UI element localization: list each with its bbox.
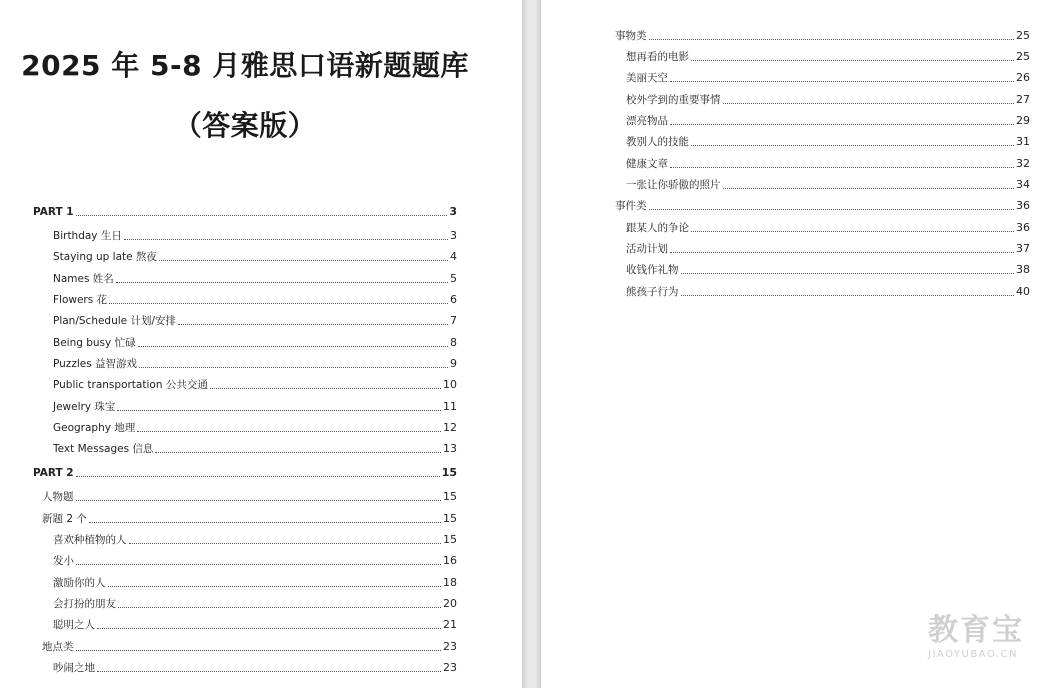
toc-leader-dots: [97, 671, 441, 672]
toc-leader-dots: [670, 167, 1014, 168]
toc-leader-dots: [155, 452, 441, 453]
page-gutter-shadow: [522, 0, 528, 688]
toc-entry[interactable]: [42, 490, 457, 504]
toc-page-number: 16: [443, 554, 457, 567]
toc-page-number: 13: [443, 442, 457, 455]
toc-page-number: 6: [450, 293, 457, 306]
toc-entry[interactable]: [42, 640, 457, 654]
toc-entry-label: PART 1: [33, 206, 74, 218]
toc-leader-dots: [210, 388, 441, 389]
toc-entry[interactable]: [33, 205, 457, 219]
toc-leader-dots: [670, 252, 1014, 253]
toc-leader-dots: [76, 476, 440, 477]
toc-page-number: 25: [1016, 29, 1030, 42]
toc-page-number: 21: [443, 618, 457, 631]
toc-entry[interactable]: [53, 618, 457, 632]
toc-entry-label: 新题 2 个: [42, 513, 87, 525]
toc-entry-label: Names 姓名: [53, 273, 114, 285]
toc-entry[interactable]: [626, 114, 1030, 128]
toc-leader-dots: [89, 522, 441, 523]
toc-leader-dots: [124, 239, 448, 240]
toc-leader-dots: [76, 500, 442, 501]
toc-entry-label: Flowers 花: [53, 294, 108, 306]
document-subtitle: （答案版）: [173, 109, 317, 142]
toc-entry-label: 健康文章: [626, 158, 668, 170]
toc-entry[interactable]: [53, 533, 457, 547]
toc-page-number: 8: [450, 336, 457, 349]
toc-entry[interactable]: [615, 199, 1030, 213]
toc-leader-dots: [117, 410, 441, 411]
toc-leader-dots: [116, 282, 448, 283]
toc-entry[interactable]: [626, 135, 1030, 149]
toc-page-number: 36: [1016, 221, 1030, 234]
toc-entry-label: Birthday 生日: [53, 230, 122, 242]
toc-entry-label: 校外学到的重要事情: [626, 94, 721, 106]
toc-entry[interactable]: [53, 597, 457, 611]
toc-page-number: 15: [443, 533, 457, 546]
toc-page-number: 9: [450, 357, 457, 370]
toc-page-number: 4: [450, 250, 457, 263]
toc-entry-label: 活动计划: [626, 243, 668, 255]
toc-entry-label: 跟某人的争论: [626, 222, 689, 234]
toc-leader-dots: [108, 586, 442, 587]
toc-page-number: 15: [443, 512, 457, 525]
toc-entry[interactable]: [626, 242, 1030, 256]
document-page-left: [0, 0, 522, 688]
toc-entry-label: Being busy 忙碌: [53, 337, 136, 349]
toc-page-number: 5: [450, 272, 457, 285]
toc-page-number: 20: [443, 597, 457, 610]
toc-entry-label: 想再看的电影: [626, 51, 689, 63]
toc-page-number: 15: [443, 490, 457, 503]
toc-entry-label: 人物题: [42, 491, 74, 503]
toc-entry-label: 发小: [53, 555, 74, 567]
toc-entry[interactable]: [53, 400, 457, 414]
watermark-brand: 教育宝: [928, 613, 1024, 648]
toc-entry[interactable]: [626, 263, 1030, 277]
toc-leader-dots: [178, 324, 448, 325]
toc-entry-label: 聪明之人: [53, 619, 95, 631]
toc-entry[interactable]: [626, 157, 1030, 171]
toc-page-number: 11: [443, 400, 457, 413]
toc-leader-dots: [118, 607, 441, 608]
toc-leader-dots: [691, 231, 1014, 232]
toc-entry-label: Plan/Schedule 计划/安排: [53, 315, 177, 327]
toc-entry-label: Staying up late 熬夜: [53, 251, 157, 263]
toc-leader-dots: [691, 145, 1014, 146]
toc-leader-dots: [109, 303, 448, 304]
toc-leader-dots: [129, 543, 442, 544]
toc-entry-label: 吵闹之地: [53, 662, 95, 674]
toc-page-number: 27: [1016, 93, 1030, 106]
toc-entry-label: 喜欢种植物的人: [53, 534, 127, 546]
toc-entry[interactable]: [53, 421, 457, 435]
toc-entry-label: Jewelry 珠宝: [53, 401, 116, 413]
toc-entry[interactable]: [53, 576, 457, 590]
toc-entry-label: 美丽天空: [626, 72, 668, 84]
toc-entry[interactable]: [53, 357, 457, 371]
toc-entry-label: 漂亮物品: [626, 115, 668, 127]
toc-page-number: 3: [449, 205, 457, 218]
toc-leader-dots: [139, 367, 448, 368]
toc-entry[interactable]: [53, 314, 457, 328]
table-of-contents-right: [541, 0, 1060, 688]
toc-entry[interactable]: [53, 272, 457, 286]
watermark-url: JIAOYUBAO.CN: [928, 649, 1018, 660]
toc-page-number: 29: [1016, 114, 1030, 127]
toc-entry[interactable]: [626, 178, 1030, 192]
toc-entry[interactable]: [53, 554, 457, 568]
toc-entry-label: 地点类: [42, 641, 74, 653]
toc-page-number: 36: [1016, 199, 1030, 212]
toc-page-number: 25: [1016, 50, 1030, 63]
toc-page-number: 34: [1016, 178, 1030, 191]
toc-leader-dots: [137, 431, 441, 432]
toc-entry-label: 事物类: [615, 30, 647, 42]
toc-leader-dots: [159, 260, 448, 261]
toc-entry[interactable]: [42, 512, 457, 526]
toc-leader-dots: [681, 295, 1015, 296]
toc-leader-dots: [138, 346, 448, 347]
toc-entry[interactable]: [53, 250, 457, 264]
document-title: 2025 年 5-8 月雅思口语新题题库: [21, 49, 469, 82]
toc-entry-label: Geography 地理: [53, 422, 136, 434]
toc-entry[interactable]: [626, 50, 1030, 64]
toc-entry[interactable]: [626, 285, 1030, 299]
toc-entry-label: 一张让你骄傲的照片: [626, 179, 721, 191]
toc-leader-dots: [649, 209, 1015, 210]
toc-entry-label: Public transportation 公共交通: [53, 379, 208, 391]
toc-leader-dots: [681, 273, 1015, 274]
toc-entry[interactable]: [53, 378, 457, 392]
toc-entry-label: Puzzles 益智游戏: [53, 358, 138, 370]
toc-page-number: 23: [443, 661, 457, 674]
toc-entry[interactable]: [53, 442, 457, 456]
toc-entry-label: 收钱作礼物: [626, 264, 679, 276]
toc-entry[interactable]: [626, 71, 1030, 85]
toc-leader-dots: [76, 215, 448, 216]
toc-page-number: 26: [1016, 71, 1030, 84]
toc-entry[interactable]: [53, 293, 457, 307]
watermark-logo: [928, 613, 1048, 673]
toc-entry[interactable]: [626, 221, 1030, 235]
toc-entry-label: PART 2: [33, 467, 74, 479]
toc-page-number: 32: [1016, 157, 1030, 170]
toc-page-number: 31: [1016, 135, 1030, 148]
toc-page-number: 40: [1016, 285, 1030, 298]
toc-leader-dots: [670, 124, 1014, 125]
toc-entry-label: 会打扮的朋友: [53, 598, 116, 610]
toc-entry-label: Text Messages 信息: [53, 443, 154, 455]
toc-page-number: 18: [443, 576, 457, 589]
toc-entry[interactable]: [626, 93, 1030, 107]
toc-page-number: 7: [450, 314, 457, 327]
toc-page-number: 3: [450, 229, 457, 242]
toc-entry-label: 激励你的人: [53, 577, 106, 589]
toc-entry[interactable]: [615, 29, 1030, 43]
toc-leader-dots: [723, 188, 1015, 189]
toc-leader-dots: [97, 628, 441, 629]
toc-leader-dots: [649, 39, 1015, 40]
toc-leader-dots: [76, 650, 442, 651]
toc-leader-dots: [691, 60, 1014, 61]
toc-entry-label: 教别人的技能: [626, 136, 689, 148]
document-page-right: [541, 0, 1060, 688]
toc-page-number: 10: [443, 378, 457, 391]
table-of-contents-left: [0, 0, 522, 688]
toc-leader-dots: [670, 81, 1014, 82]
toc-entry[interactable]: [33, 466, 457, 480]
toc-entry[interactable]: [53, 661, 457, 675]
toc-page-number: 12: [443, 421, 457, 434]
toc-entry-label: 事件类: [615, 200, 647, 212]
toc-entry-label: 熊孩子行为: [626, 286, 679, 298]
toc-page-number: 15: [441, 466, 457, 479]
toc-leader-dots: [723, 103, 1015, 104]
toc-entry[interactable]: [53, 229, 457, 243]
toc-page-number: 23: [443, 640, 457, 653]
toc-entry[interactable]: [53, 336, 457, 350]
toc-page-number: 38: [1016, 263, 1030, 276]
toc-page-number: 37: [1016, 242, 1030, 255]
toc-leader-dots: [76, 564, 441, 565]
